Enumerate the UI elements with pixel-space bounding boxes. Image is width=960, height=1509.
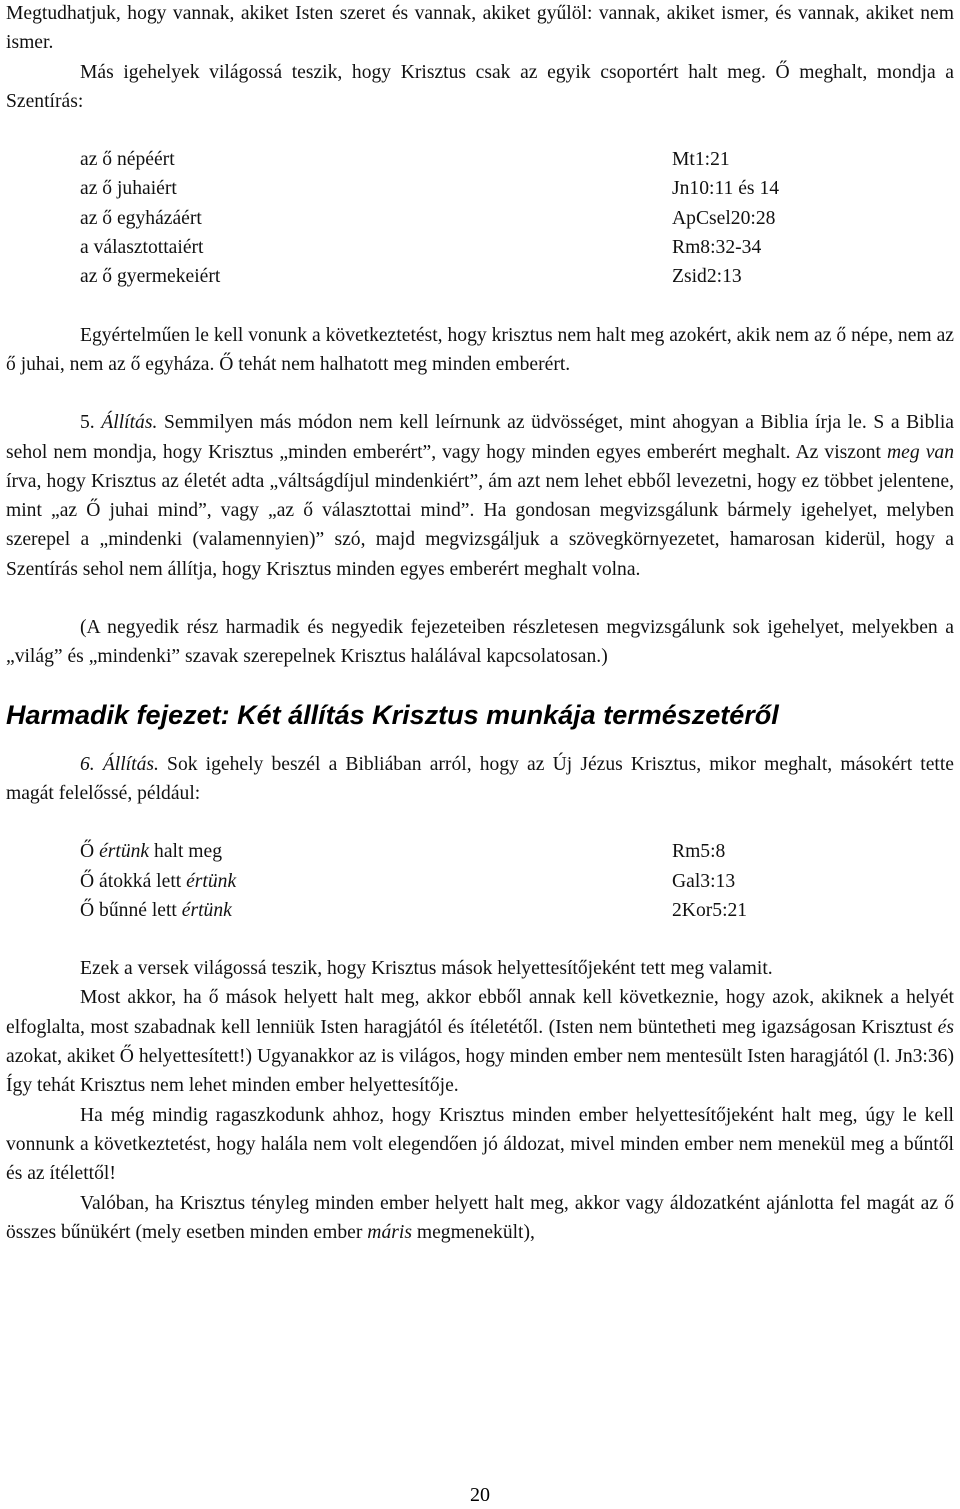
paragraph: 5. Állítás. Semmilyen más módon nem kell leírnunk az üdvösséget, mint ahogyan a Biblia írja le. S a Biblia sehol nem mondja, hogy Krisztus „minden emberért”, vagy hogy minden egyes emberért meghalt. Az viszont meg van írva, hogy Krisztus az életét adta „váltságdíjul mindenkiért”, ám azt nem lehet ebből levezetni, hogy ez többet jelentene, mint „az Ő juhai mind”, vagy „az ő választottai mind”. Ha gondosan megvizsgálunk bármely igehelyet, melyben szerepel a „mindenki (valamennyien)” szó, majd megvizsgáljuk a szövegkörnyezetet, hamarosan kiderül, hogy a Szentírás sehol nem állítja, hogy Krisztus minden egyes emberért meghalt volna. [6,412,955,580]
paragraph: Más igehelyek világossá teszik, hogy Krisztus csak az egyik csoportért halt meg. Ő meghalt, mondja a Szentírás: [6,61,954,112]
list-item: Ő átokká lett értünk Gal3:13 [80,870,736,892]
chapter-heading: Harmadik fejezet: Két állítás Krisztus munkája természetéről [6,699,779,730]
paragraph: Egyértelműen le kell vonunk a következtetést, hogy krisztus nem halt meg azokért, akik nem az ő népe, nem az ő juhai, nem az ő egyháza. Ő tehát nem halhatott meg minden emberért. [6,324,954,375]
verse-list [6,837,954,925]
page-number: 20 [470,1484,490,1506]
list-item: Ő értünk halt meg Rm5:8 [80,841,726,863]
paragraph: Most akkor, ha ő mások helyett halt meg, akkor ebből annak kell következnie, hogy azok, akiknek a helyét elfoglalta, most szabadnak kell lenniük Isten haragjától és ítéletétől. (Isten nem büntetheti meg igazságosan Krisztust és azokat, akiket Ő helyettesített!) Ugyanakkor az is világos, hogy minden ember nem mentesült Isten haragjától (l. Jn3:36) Így tehát Krisztus nem lehet minden ember helyettesítője. [6,987,954,1097]
list-item: a választottaiért Rm8:32-34 [80,237,762,259]
list-item: az ő egyházáért ApCsel20:28 [80,207,776,229]
paragraph: Ha még mindig ragaszkodunk ahhoz, hogy Krisztus minden ember helyettesítőjeként halt meg, úgy le kell vonnunk a következtetést, hogy halála nem volt elegendően jó áldozat, mivel minden ember nem menekül meg a bűntől és az ítélettől! [6,1104,954,1185]
list-item: Ő bűnné lett értünk 2Kor5:21 [80,899,748,921]
list-item: az ő gyermekeiért Zsid2:13 [80,266,742,288]
list-item: az ő népéért Mt1:21 [80,149,730,171]
paragraph: 6. Állítás. Sok igehely beszél a Bibliában arról, hogy az Új Jézus Krisztus, mikor meghalt, másokért tette magát felelőssé, például: [6,753,954,804]
paragraph: Ezek a versek világossá teszik, hogy Krisztus mások helyettesítőjeként tett meg valamit. [80,958,773,980]
verse-list [6,145,954,291]
paragraph: (A negyedik rész harmadik és negyedik fejezeteiben részletesen megvizsgálunk sok igehelyet, melyekben a „világ” és „mindenki” szavak szerepelnek Krisztus halálával kapcsolatosan.) [6,617,954,668]
list-item: az ő juhaiért Jn10:11 és 14 [80,178,780,200]
paragraph: Valóban, ha Krisztus tényleg minden ember helyett halt meg, akkor vagy áldozatként ajánlotta fel magát az ő összes bűnükért (mely esetben minden ember máris megmenekült), [6,1192,954,1243]
paragraph: Megtudhatjuk, hogy vannak, akiket Isten szeret és vannak, akiket gyűlöl: vannak, akiket ismer, és vannak, akiket nem ismer. [6,3,954,54]
